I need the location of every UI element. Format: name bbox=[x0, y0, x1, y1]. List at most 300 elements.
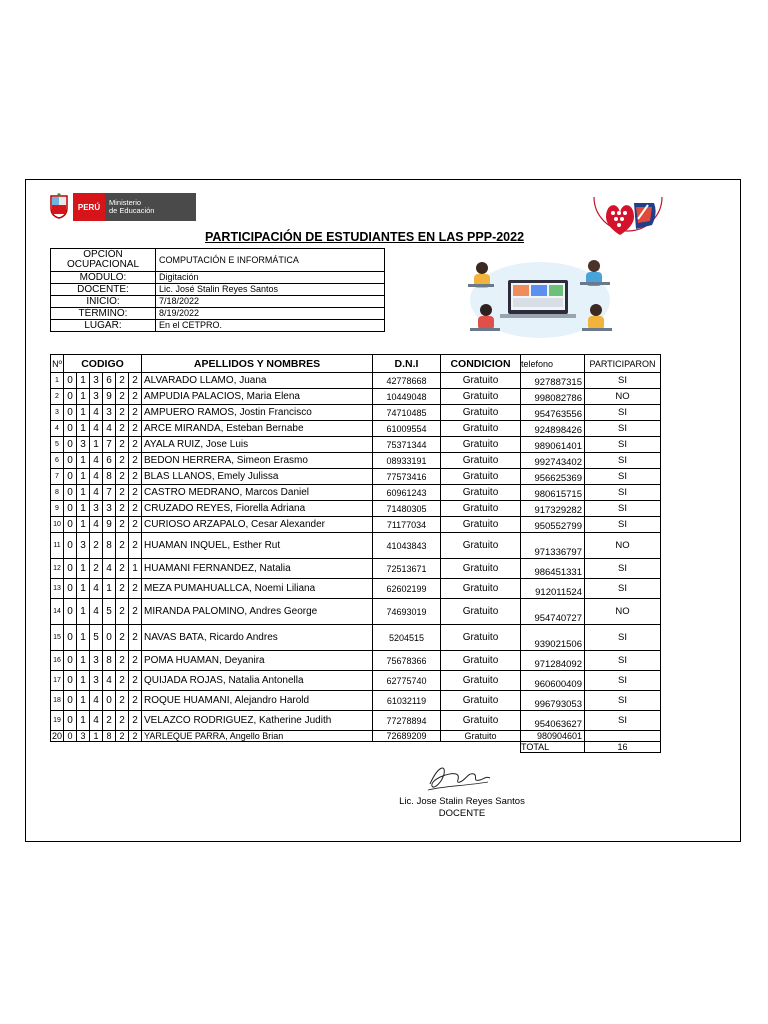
document-title: PARTICIPACIÓN DE ESTUDIANTES EN LAS PPP-2022 bbox=[205, 230, 525, 244]
code-digit: 1 bbox=[77, 651, 90, 671]
info-label: DOCENTE: bbox=[51, 284, 156, 296]
teacher-signature bbox=[424, 760, 494, 796]
code-digit: 4 bbox=[103, 671, 116, 691]
code-digit: 0 bbox=[64, 501, 77, 517]
student-participated: SI bbox=[585, 405, 661, 421]
student-participated: SI bbox=[585, 373, 661, 389]
student-phone: 939021506 bbox=[521, 625, 585, 651]
row-number: 13 bbox=[51, 579, 64, 599]
code-digit: 0 bbox=[64, 671, 77, 691]
code-digit: 6 bbox=[103, 453, 116, 469]
peru-coat-of-arms-icon bbox=[48, 193, 70, 219]
info-row bbox=[51, 320, 385, 332]
code-digit: 0 bbox=[64, 421, 77, 437]
code-digit: 3 bbox=[77, 533, 90, 559]
student-dni: 41043843 bbox=[373, 533, 441, 559]
row-number: 1 bbox=[51, 373, 64, 389]
code-digit: 7 bbox=[103, 485, 116, 501]
code-digit: 2 bbox=[116, 671, 129, 691]
code-digit: 2 bbox=[129, 651, 142, 671]
info-value: Digitación bbox=[156, 272, 385, 284]
row-number: 3 bbox=[51, 405, 64, 421]
code-digit: 2 bbox=[129, 625, 142, 651]
code-digit: 0 bbox=[64, 533, 77, 559]
student-name: CASTRO MEDRANO, Marcos Daniel bbox=[142, 485, 373, 501]
code-digit: 4 bbox=[90, 405, 103, 421]
code-digit: 4 bbox=[90, 517, 103, 533]
row-number: 20 bbox=[51, 731, 62, 741]
code-digit: 2 bbox=[116, 453, 129, 469]
student-participated: SI bbox=[585, 501, 661, 517]
row-number: 10 bbox=[51, 517, 64, 533]
code-digit: 2 bbox=[129, 437, 142, 453]
code-digit: 1 bbox=[77, 711, 90, 731]
student-name: CRUZADO REYES, Fiorella Adriana bbox=[142, 501, 373, 517]
info-value: Lic. José Stalin Reyes Santos bbox=[156, 284, 385, 296]
student-name: CURIOSO ARZAPALO, Cesar Alexander bbox=[142, 517, 373, 533]
student-condition: Gratuito bbox=[441, 559, 521, 579]
code-digit: 2 bbox=[116, 711, 129, 731]
code-digit: 1 bbox=[77, 453, 90, 469]
code-digit: 0 bbox=[64, 405, 77, 421]
code-digit: 2 bbox=[116, 691, 129, 711]
code-digit: 3 bbox=[103, 501, 116, 517]
table-row bbox=[51, 651, 661, 671]
row-number: 18 bbox=[51, 691, 64, 711]
code-digit: 2 bbox=[116, 533, 129, 559]
code-digit: 2 bbox=[129, 485, 142, 501]
student-name: AYALA RUIZ, Jose Luis bbox=[142, 437, 373, 453]
total-value: 16 bbox=[585, 742, 661, 753]
students-table bbox=[50, 354, 661, 753]
student-name: ALVARADO LLAMO, Juana bbox=[142, 373, 373, 389]
student-condition: Gratuito bbox=[441, 453, 521, 469]
code-digit: 2 bbox=[116, 579, 129, 599]
code-digit: 0 bbox=[64, 651, 77, 671]
code-digit: 4 bbox=[103, 559, 116, 579]
student-name: HUAMAN INQUEL, Esther Rut bbox=[142, 533, 373, 559]
code-digit: 1 bbox=[103, 579, 116, 599]
code-digit: 2 bbox=[116, 625, 129, 651]
student-phone: 960600409 bbox=[521, 671, 585, 691]
code-digit: 2 bbox=[116, 405, 129, 421]
code-digit: 1 bbox=[77, 421, 90, 437]
col-header-condicion: CONDICION bbox=[441, 355, 521, 373]
code-digit: 2 bbox=[129, 691, 142, 711]
code-digit: 0 bbox=[64, 559, 77, 579]
student-phone: 980904601 bbox=[521, 731, 585, 742]
code-digit: 4 bbox=[90, 453, 103, 469]
code-digit: 1 bbox=[77, 625, 90, 651]
code-digit: 2 bbox=[129, 373, 142, 389]
table-row bbox=[51, 501, 661, 517]
code-digit: 2 bbox=[129, 501, 142, 517]
row-number: 6 bbox=[51, 453, 64, 469]
code-digit: 8 bbox=[103, 731, 116, 742]
code-digit: 0 bbox=[64, 389, 77, 405]
code-digit: 5 bbox=[90, 625, 103, 651]
student-condition: Gratuito bbox=[441, 711, 521, 731]
student-condition: Gratuito bbox=[441, 579, 521, 599]
code-digit: 0 bbox=[64, 599, 77, 625]
student-condition: Gratuito bbox=[441, 389, 521, 405]
code-digit: 0 bbox=[64, 731, 77, 742]
code-digit: 2 bbox=[116, 421, 129, 437]
code-digit: 6 bbox=[103, 373, 116, 389]
table-row bbox=[51, 579, 661, 599]
code-digit: 0 bbox=[64, 485, 77, 501]
student-name: NAVAS BATA, Ricardo Andres bbox=[142, 625, 373, 651]
student-dni: 72513671 bbox=[373, 559, 441, 579]
table-row bbox=[51, 453, 661, 469]
code-digit: 1 bbox=[77, 599, 90, 625]
col-header-n: Nº bbox=[51, 355, 64, 373]
student-condition: Gratuito bbox=[441, 405, 521, 421]
student-name: BEDON HERRERA, Simeon Erasmo bbox=[142, 453, 373, 469]
student-name: MEZA PUMAHUALLCA, Noemi Liliana bbox=[142, 579, 373, 599]
code-digit: 3 bbox=[90, 501, 103, 517]
online-class-illustration bbox=[462, 254, 618, 340]
student-phone: 917329282 bbox=[521, 501, 585, 517]
student-name: YARLEQUE PARRA, Angello Brian bbox=[142, 731, 373, 742]
students-table-wrapper bbox=[50, 354, 661, 753]
student-participated: SI bbox=[585, 711, 661, 731]
student-dni: 74693019 bbox=[373, 599, 441, 625]
code-digit: 1 bbox=[77, 389, 90, 405]
info-label: TÉRMINO: bbox=[51, 308, 156, 320]
code-digit: 2 bbox=[129, 711, 142, 731]
student-name: QUIJADA ROJAS, Natalia Antonella bbox=[142, 671, 373, 691]
student-name: BLAS LLANOS, Emely Julissa bbox=[142, 469, 373, 485]
table-row bbox=[51, 559, 661, 579]
table-row bbox=[51, 437, 661, 453]
code-digit: 1 bbox=[77, 579, 90, 599]
student-condition: Gratuito bbox=[441, 421, 521, 437]
code-digit: 0 bbox=[64, 625, 77, 651]
table-row bbox=[51, 533, 661, 559]
col-header-nombres: APELLIDOS Y NOMBRES bbox=[142, 355, 373, 373]
code-digit: 0 bbox=[103, 625, 116, 651]
student-condition: Gratuito bbox=[441, 599, 521, 625]
col-header-participaron: PARTICIPARON bbox=[585, 355, 661, 373]
student-participated: SI bbox=[585, 517, 661, 533]
code-digit: 4 bbox=[90, 485, 103, 501]
code-digit: 3 bbox=[90, 671, 103, 691]
student-dni: 74710485 bbox=[373, 405, 441, 421]
code-digit: 5 bbox=[103, 599, 116, 625]
table-row bbox=[51, 671, 661, 691]
student-dni: 71480305 bbox=[373, 501, 441, 517]
code-digit: 1 bbox=[77, 485, 90, 501]
table-header-row bbox=[51, 355, 661, 373]
student-dni: 5204515 bbox=[373, 625, 441, 651]
student-name: ARCE MIRANDA, Esteban Bernabe bbox=[142, 421, 373, 437]
code-digit: 2 bbox=[129, 405, 142, 421]
student-dni: 71177034 bbox=[373, 517, 441, 533]
code-digit: 1 bbox=[77, 671, 90, 691]
student-dni: 61009554 bbox=[373, 421, 441, 437]
student-participated: NO bbox=[585, 599, 661, 625]
student-phone: 971336797 bbox=[521, 533, 585, 559]
row-number: 17 bbox=[51, 671, 64, 691]
code-digit: 3 bbox=[90, 389, 103, 405]
student-phone: 954740727 bbox=[521, 599, 585, 625]
info-label: MODULO: bbox=[51, 272, 156, 284]
code-digit: 2 bbox=[116, 485, 129, 501]
code-digit: 2 bbox=[129, 599, 142, 625]
info-label: OPCIÓN OCUPACIONAL bbox=[51, 249, 156, 272]
code-digit: 2 bbox=[129, 469, 142, 485]
student-phone: 998082786 bbox=[521, 389, 585, 405]
table-row bbox=[51, 421, 661, 437]
code-digit: 7 bbox=[103, 437, 116, 453]
row-number: 15 bbox=[51, 625, 64, 651]
student-condition: Gratuito bbox=[441, 691, 521, 711]
code-digit: 8 bbox=[103, 533, 116, 559]
ministry-logo bbox=[48, 193, 196, 221]
table-row bbox=[51, 731, 661, 742]
student-phone: 927887315 bbox=[521, 373, 585, 389]
code-digit: 2 bbox=[116, 469, 129, 485]
code-digit: 0 bbox=[64, 453, 77, 469]
student-phone: 956625369 bbox=[521, 469, 585, 485]
code-digit: 0 bbox=[64, 691, 77, 711]
student-name: ROQUE HUAMANI, Alejandro Harold bbox=[142, 691, 373, 711]
peru-label: PERÚ bbox=[73, 193, 105, 221]
total-spacer bbox=[51, 742, 521, 753]
code-digit: 2 bbox=[129, 389, 142, 405]
student-participated: NO bbox=[585, 533, 661, 559]
ministry-name bbox=[105, 193, 196, 221]
student-phone: 950552799 bbox=[521, 517, 585, 533]
student-participated: SI bbox=[585, 559, 661, 579]
code-digit: 2 bbox=[116, 599, 129, 625]
code-digit: 2 bbox=[116, 373, 129, 389]
student-phone: 992743402 bbox=[521, 453, 585, 469]
student-phone: 989061401 bbox=[521, 437, 585, 453]
student-phone: 996793053 bbox=[521, 691, 585, 711]
student-phone: 986451331 bbox=[521, 559, 585, 579]
code-digit: 3 bbox=[90, 373, 103, 389]
total-label: TOTAL bbox=[521, 742, 585, 753]
info-row bbox=[51, 308, 385, 320]
table-row bbox=[51, 469, 661, 485]
code-digit: 2 bbox=[129, 671, 142, 691]
code-digit: 2 bbox=[90, 559, 103, 579]
student-phone: 971284092 bbox=[521, 651, 585, 671]
student-dni: 72689209 bbox=[373, 731, 441, 742]
student-participated: SI bbox=[585, 437, 661, 453]
ministry-line1: Ministerio bbox=[109, 198, 142, 207]
teacher-name: Lic. Jose Stalin Reyes Santos bbox=[399, 796, 525, 807]
info-row bbox=[51, 284, 385, 296]
code-digit: 2 bbox=[129, 731, 142, 742]
code-digit: 0 bbox=[64, 579, 77, 599]
code-digit: 9 bbox=[103, 517, 116, 533]
student-condition: Gratuito bbox=[441, 671, 521, 691]
student-participated: SI bbox=[585, 671, 661, 691]
student-condition: Gratuito bbox=[441, 373, 521, 389]
student-dni: 77278894 bbox=[373, 711, 441, 731]
table-row bbox=[51, 485, 661, 501]
code-digit: 2 bbox=[129, 517, 142, 533]
student-participated: NO bbox=[585, 389, 661, 405]
row-number: 19 bbox=[51, 711, 64, 731]
code-digit: 0 bbox=[64, 469, 77, 485]
student-condition: Gratuito bbox=[441, 731, 521, 742]
info-value: 7/18/2022 bbox=[156, 296, 385, 308]
student-dni: 61032119 bbox=[373, 691, 441, 711]
row-number: 16 bbox=[51, 651, 64, 671]
code-digit: 4 bbox=[90, 691, 103, 711]
table-row bbox=[51, 373, 661, 389]
student-participated: SI bbox=[585, 485, 661, 501]
row-number: 8 bbox=[51, 485, 64, 501]
code-digit: 1 bbox=[129, 559, 142, 579]
info-row bbox=[51, 249, 385, 272]
student-phone: 954763556 bbox=[521, 405, 585, 421]
row-number: 4 bbox=[51, 421, 64, 437]
student-name: VELAZCO RODRIGUEZ, Katherine Judith bbox=[142, 711, 373, 731]
ministry-line2: de Educación bbox=[109, 206, 155, 215]
info-value: En el CETPRO. bbox=[156, 320, 385, 332]
code-digit: 4 bbox=[90, 469, 103, 485]
student-participated: SI bbox=[585, 691, 661, 711]
student-name: MIRANDA PALOMINO, Andres George bbox=[142, 599, 373, 625]
student-condition: Gratuito bbox=[441, 517, 521, 533]
table-row bbox=[51, 389, 661, 405]
code-digit: 2 bbox=[90, 533, 103, 559]
code-digit: 4 bbox=[90, 579, 103, 599]
student-phone: 912011524 bbox=[521, 579, 585, 599]
student-dni: 75678366 bbox=[373, 651, 441, 671]
code-digit: 2 bbox=[116, 437, 129, 453]
code-digit: 3 bbox=[103, 405, 116, 421]
col-header-telefono: telefono bbox=[521, 355, 585, 373]
student-dni: 75371344 bbox=[373, 437, 441, 453]
code-digit: 2 bbox=[129, 421, 142, 437]
code-digit: 0 bbox=[64, 373, 77, 389]
student-condition: Gratuito bbox=[441, 437, 521, 453]
student-dni: 42778668 bbox=[373, 373, 441, 389]
code-digit: 1 bbox=[77, 517, 90, 533]
table-row bbox=[51, 517, 661, 533]
student-name: HUAMANI FERNANDEZ, Natalia bbox=[142, 559, 373, 579]
code-digit: 2 bbox=[116, 651, 129, 671]
student-participated: SI bbox=[585, 625, 661, 651]
row-number: 11 bbox=[51, 533, 64, 559]
code-digit: 3 bbox=[90, 651, 103, 671]
code-digit: 2 bbox=[116, 559, 129, 579]
code-digit: 2 bbox=[116, 389, 129, 405]
student-participated: SI bbox=[585, 651, 661, 671]
student-dni: 77573416 bbox=[373, 469, 441, 485]
code-digit: 1 bbox=[90, 731, 103, 742]
student-name: POMA HUAMAN, Deyanira bbox=[142, 651, 373, 671]
info-label: INICIO: bbox=[51, 296, 156, 308]
row-number: 2 bbox=[51, 389, 64, 405]
info-value: COMPUTACIÓN E INFORMÁTICA bbox=[156, 249, 385, 272]
code-digit: 4 bbox=[103, 421, 116, 437]
code-digit: 0 bbox=[64, 711, 77, 731]
info-row bbox=[51, 296, 385, 308]
code-digit: 4 bbox=[90, 711, 103, 731]
teacher-signature-block bbox=[392, 796, 532, 820]
institution-seal-icon bbox=[588, 193, 668, 239]
course-info-table bbox=[50, 248, 385, 332]
student-participated: SI bbox=[585, 469, 661, 485]
code-digit: 0 bbox=[64, 517, 77, 533]
code-digit: 1 bbox=[77, 501, 90, 517]
student-condition: Gratuito bbox=[441, 625, 521, 651]
info-value: 8/19/2022 bbox=[156, 308, 385, 320]
code-digit: 8 bbox=[103, 651, 116, 671]
student-condition: Gratuito bbox=[441, 485, 521, 501]
row-number: 7 bbox=[51, 469, 64, 485]
code-digit: 2 bbox=[129, 453, 142, 469]
code-digit: 2 bbox=[129, 533, 142, 559]
code-digit: 0 bbox=[64, 437, 77, 453]
table-row bbox=[51, 625, 661, 651]
student-participated bbox=[585, 731, 661, 742]
col-header-dni: D.N.I bbox=[373, 355, 441, 373]
table-row bbox=[51, 691, 661, 711]
code-digit: 0 bbox=[103, 691, 116, 711]
info-row bbox=[51, 272, 385, 284]
row-number: 14 bbox=[51, 599, 64, 625]
code-digit: 1 bbox=[77, 373, 90, 389]
col-header-codigo: CODIGO bbox=[64, 355, 142, 373]
code-digit: 9 bbox=[103, 389, 116, 405]
student-phone: 924898426 bbox=[521, 421, 585, 437]
code-digit: 4 bbox=[90, 421, 103, 437]
code-digit: 1 bbox=[77, 691, 90, 711]
code-digit: 2 bbox=[116, 517, 129, 533]
row-number: 9 bbox=[51, 501, 64, 517]
student-phone: 954063627 bbox=[521, 711, 585, 731]
code-digit: 1 bbox=[77, 469, 90, 485]
info-label: LUGAR: bbox=[51, 320, 156, 332]
code-digit: 2 bbox=[116, 731, 129, 742]
teacher-role: DOCENTE bbox=[438, 808, 486, 819]
student-dni: 08933191 bbox=[373, 453, 441, 469]
row-number: 12 bbox=[51, 559, 64, 579]
code-digit: 2 bbox=[129, 579, 142, 599]
student-condition: Gratuito bbox=[441, 533, 521, 559]
students-table-body bbox=[51, 373, 661, 753]
student-participated: SI bbox=[585, 421, 661, 437]
table-row bbox=[51, 599, 661, 625]
code-digit: 3 bbox=[77, 731, 90, 742]
code-digit: 1 bbox=[90, 437, 103, 453]
total-row bbox=[51, 742, 661, 753]
student-condition: Gratuito bbox=[441, 501, 521, 517]
code-digit: 4 bbox=[90, 599, 103, 625]
code-digit: 1 bbox=[77, 559, 90, 579]
student-condition: Gratuito bbox=[441, 469, 521, 485]
code-digit: 2 bbox=[116, 501, 129, 517]
student-phone: 980615715 bbox=[521, 485, 585, 501]
table-row bbox=[51, 711, 661, 731]
code-digit: 8 bbox=[103, 469, 116, 485]
student-dni: 60961243 bbox=[373, 485, 441, 501]
student-dni: 10449048 bbox=[373, 389, 441, 405]
student-name: AMPUERO RAMOS, Jostin Francisco bbox=[142, 405, 373, 421]
table-row bbox=[51, 405, 661, 421]
code-digit: 2 bbox=[103, 711, 116, 731]
code-digit: 1 bbox=[77, 405, 90, 421]
row-number: 5 bbox=[51, 437, 64, 453]
